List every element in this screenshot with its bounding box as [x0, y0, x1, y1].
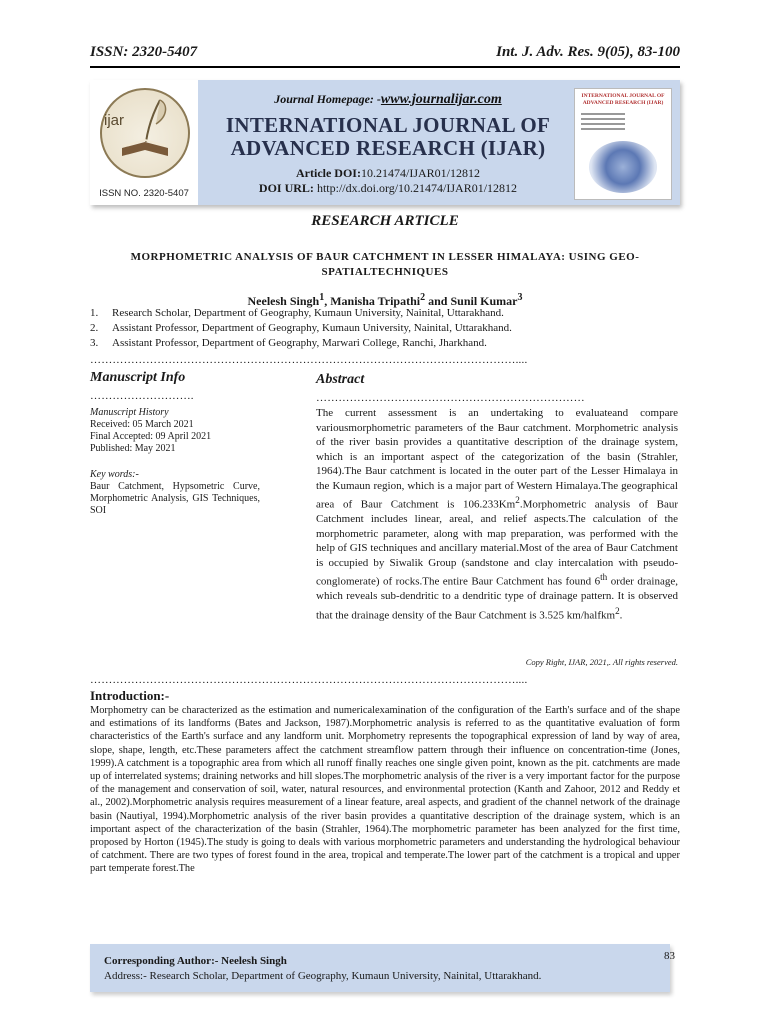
page-number: 83: [664, 950, 675, 962]
accepted-date: Final Accepted: 09 April 2021: [90, 431, 212, 442]
manuscript-info-dots: ……………………….: [90, 390, 194, 402]
separator-top: ……………………………………………………………………………………………………....: [90, 354, 528, 366]
doi-label: Article DOI:: [296, 166, 361, 180]
author-name: Sunil Kumar: [450, 294, 518, 308]
abstract-part: order drainage, which reveals sub-dendritic to a dendritic type of drainage pattern. It is observed that the drainage density of the Baur Catchment is 3.525 km/halfkm: [316, 575, 678, 622]
manuscript-info: [90, 372, 260, 517]
corresponding-author-address: Address:- Research Scholar, Department of Geography, Kumaun University, Nainital, Uttarakhand.: [104, 970, 542, 982]
affiliation-number: 1.: [90, 307, 99, 319]
affiliation-item: [90, 321, 680, 336]
author-separator: and: [425, 294, 451, 308]
cover-art-icon: [589, 141, 657, 193]
paper-title-line1: MORPHOMETRIC ANALYSIS OF BAUR CATCHMENT IN LESSER HIMALAYA: USING GEO-: [130, 251, 640, 263]
paper-title: [105, 250, 665, 280]
introduction-text: Morphometry can be characterized as the estimation and numericalexamination of the configuration of the Earth's surface and of the shape and estimations of its landforms (Bates and Jackson, 1987).Morphometric analysis is referred to as the quantitative evaluation of form characteristics of the Earth's surface and any landform unit. Morphometry represents the topographical expression of land by way of area, slope, shape, length, etc.These parameters affect the catchment streamflow pattern through their influence on concentration-time (Jones, 1999).A catchment is a topographic area from which all runoff finally reaches one single given point, known as the pit. catchments are made up of interrelated systems; draining networks and hill slopes.The morphometric analysis of the river is a very important factor for the purpose of the management and conservation of soil, water, natural resources, and environmental protection (Kanth and Zahoor, 2012 and Reddy et al., 2002).Morphometric analysis requires measurement of a linear feature, areal aspects, and gradient of the channel network of the drainage basin (Nautiyal, 1994).Morphometric analysis of the river basin provides a quantitative description of the drainage system, which is an important aspect of the characterization of the basin (Strahler, 1964).The morphometric parameter has been analyzed for the first time, proposed by Horton (1945).The study is going to deals with various morphometric parameters and understanding the hydrological behaviour of catchment. There are two types of forest found in the area, tropical and temperate.The lower part of the catchment is a tropical and upper part temperate forest.The: [90, 705, 680, 875]
affiliation-item: [90, 306, 680, 321]
keywords-label: Key words:-: [90, 469, 139, 480]
manuscript-info-heading: Manuscript Info: [90, 370, 186, 385]
homepage-link[interactable]: www.journalijar.com: [380, 92, 502, 107]
received-date: Received: 05 March 2021: [90, 419, 194, 430]
journal-title-line1: INTERNATIONAL JOURNAL OF: [225, 113, 551, 137]
abstract-part: .: [619, 609, 623, 622]
doi-block: [208, 166, 568, 196]
introduction-heading: Introduction:-: [90, 688, 170, 703]
affiliation-text: Assistant Professor, Department of Geography, Marwari College, Ranchi, Jharkhand.: [112, 337, 487, 349]
affiliation-number: 2.: [90, 322, 99, 334]
abstract-dots: ………………………………………………………………: [316, 392, 585, 404]
abstract-part: The current assessment is an undertaking to evaluateand compare variousmorphometric parameters of the Baur catchment. Morphometric analysis of the river basin provides a quantitative description of the drainage system, which is an important aspect of the categorization of the basin (Strahler, 1964).The Baur catchment is located in the outer part of the Lesser Himalaya in the Kumaun region, which is a major part of Western Himalaya.The geographical area of Baur Catchment is 106.233Km: [316, 407, 678, 511]
copyright-notice: Copy Right, IJAR, 2021,. All rights reserved.: [525, 657, 678, 667]
affiliation-number: 3.: [90, 337, 99, 349]
keywords-text: Baur Catchment, Hypsometric Curve, Morphometric Analysis, GIS Techniques, SOI: [90, 481, 260, 516]
published-date: Published: May 2021: [90, 443, 176, 454]
affiliation-item: [90, 336, 680, 351]
logo-text: ijar: [104, 112, 125, 129]
affiliation-text: Research Scholar, Department of Geography, Kumaun University, Nainital, Uttarakhand.: [112, 307, 504, 319]
quill-book-logo-icon: [100, 88, 190, 178]
abstract-sup: 2: [615, 605, 620, 616]
doi-url-link[interactable]: http://dx.doi.org/10.21474/IJAR01/12812: [316, 181, 518, 195]
paper-title-line2: SPATIALTECHNIQUES: [321, 266, 449, 278]
author-name: Manisha Tripathi: [330, 294, 421, 308]
journal-title: [208, 114, 568, 160]
journal-logo: [90, 80, 198, 205]
author-separator: ,: [324, 294, 331, 308]
running-head: [90, 44, 680, 68]
affiliation-text: Assistant Professor, Department of Geography, Kumaun University, Nainital, Uttarakhand.: [112, 322, 512, 334]
issn-text: ISSN: 2320-5407: [90, 44, 198, 60]
abstract-sup: 2: [515, 495, 520, 505]
banner-center: [208, 92, 568, 196]
journal-banner: [90, 80, 680, 205]
cover-text-lines: [581, 113, 625, 133]
journal-homepage: [208, 92, 568, 108]
journal-title-line2: ADVANCED RESEARCH (IJAR): [230, 136, 546, 160]
citation-text: Int. J. Adv. Res. 9(05), 83-100: [496, 44, 680, 60]
history-label: Manuscript History: [90, 407, 169, 418]
logo-issn: ISSN NO. 2320-5407: [99, 188, 189, 199]
author-sup: 2: [420, 292, 426, 303]
doi-url-label: DOI URL:: [258, 181, 314, 195]
separator-bottom: ……………………………………………………………………………………………………....: [90, 674, 528, 686]
homepage-label: Journal Homepage: -: [274, 92, 381, 106]
section-label: RESEARCH ARTICLE: [311, 213, 459, 229]
corresponding-author-label: Corresponding Author:- Neelesh Singh: [104, 955, 287, 967]
journal-cover-thumbnail: [574, 88, 672, 200]
affiliations: [90, 306, 680, 351]
doi-value: 10.21474/IJAR01/12812: [360, 166, 480, 180]
abstract-part: .Morphometric analysis of Baur Catchment includes linear, areal, and relief aspects.The calculation of the morphometric parameter, along with map preparation, was performed with the help of GIS techniques and ancillary material.Most of the area of Baur Catchment is occupied by Siwalik Group (sandstone and clay intercalation with pseudo-conglomerate) of rocks.The entire Baur Catchment has found 6: [316, 498, 678, 588]
abstract-heading: Abstract: [316, 372, 365, 387]
cover-title: INTERNATIONAL JOURNAL OF ADVANCED RESEARCH (IJAR): [581, 93, 665, 106]
author-sup: 3: [517, 292, 523, 303]
author-name: Neelesh Singh: [247, 294, 320, 308]
corresponding-author-box: [90, 944, 670, 992]
author-sup: 1: [319, 292, 325, 303]
abstract-text: [316, 406, 678, 623]
abstract-sup: th: [600, 572, 608, 583]
